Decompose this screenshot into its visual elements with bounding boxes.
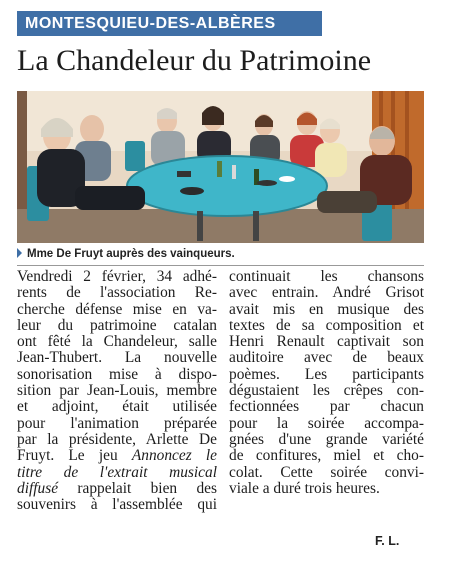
- body-line: Jean-Thubert. La nouvelle: [17, 349, 217, 367]
- body-line: cherche défense mise en va-: [17, 300, 217, 318]
- body-line: textes de sa composition et: [229, 316, 424, 334]
- body-line: Henri Renault captivait son: [229, 333, 424, 351]
- body-line: leur du patrimoine catalan: [17, 316, 217, 334]
- body-line-italic: titre de l'extrait musical: [17, 463, 217, 481]
- body-line-text: Fruyt. Le jeu: [17, 447, 132, 465]
- body-line: [17, 481, 217, 497]
- body-line: pour l'animation préparée: [17, 414, 217, 432]
- body-line: dégustaient les crêpes con-: [229, 382, 424, 400]
- body-line: ont fêté la Chandeleur, salle: [17, 333, 217, 351]
- body-line: poèmes. Les participants: [229, 365, 424, 383]
- body-line: par la présidente, Arlette De: [17, 430, 217, 448]
- author-signature: F. L.: [375, 534, 400, 548]
- body-line: avec entrain. André Grisot: [229, 284, 424, 302]
- photo-caption: [17, 245, 235, 263]
- game-title-italic: Annoncez le: [131, 447, 217, 465]
- body-line: fectionnées par chacun: [229, 398, 424, 416]
- body-line: auditoire avec de beaux: [229, 349, 424, 367]
- section-kicker: MONTESQUIEU-DES-ALBÈRES: [17, 11, 322, 36]
- body-line: viale a duré trois heures.: [229, 479, 380, 497]
- body-column-right: [229, 269, 424, 497]
- body-line: colat. Cette soirée convi-: [229, 463, 424, 481]
- body-line: sition par Jean-Louis, membre: [17, 382, 217, 400]
- article-headline: La Chandeleur du Patrimoine: [17, 44, 372, 77]
- caption-marker-icon: [17, 248, 22, 258]
- article-photo: [17, 91, 424, 243]
- body-line: Vendredi 2 février, 34 adhé-: [17, 268, 217, 285]
- body-line: sonorisation mise à dispo-: [17, 365, 217, 383]
- body-line: [17, 448, 217, 464]
- body-line: souvenirs à l'assemblée qui: [17, 496, 217, 514]
- body-line: continuait les chansons: [229, 268, 424, 285]
- body-line: avait mis en musique des: [229, 300, 424, 318]
- body-line: gnées d'une grande variété: [229, 430, 424, 448]
- body-line-text: rappelait bien des: [58, 479, 217, 497]
- body-column-left: [17, 269, 217, 513]
- caption-divider: [17, 265, 424, 266]
- body-line: pour la soirée accompa-: [229, 414, 424, 432]
- photo-caption-text: Mme De Fruyt auprès des vainqueurs.: [27, 248, 235, 260]
- body-line: de confitures, miel et cho-: [229, 447, 424, 465]
- body-line: rents de l'association Re-: [17, 284, 217, 302]
- game-title-italic-end: diffusé: [17, 479, 59, 497]
- body-line: et adjoint, était utilisée: [17, 398, 217, 416]
